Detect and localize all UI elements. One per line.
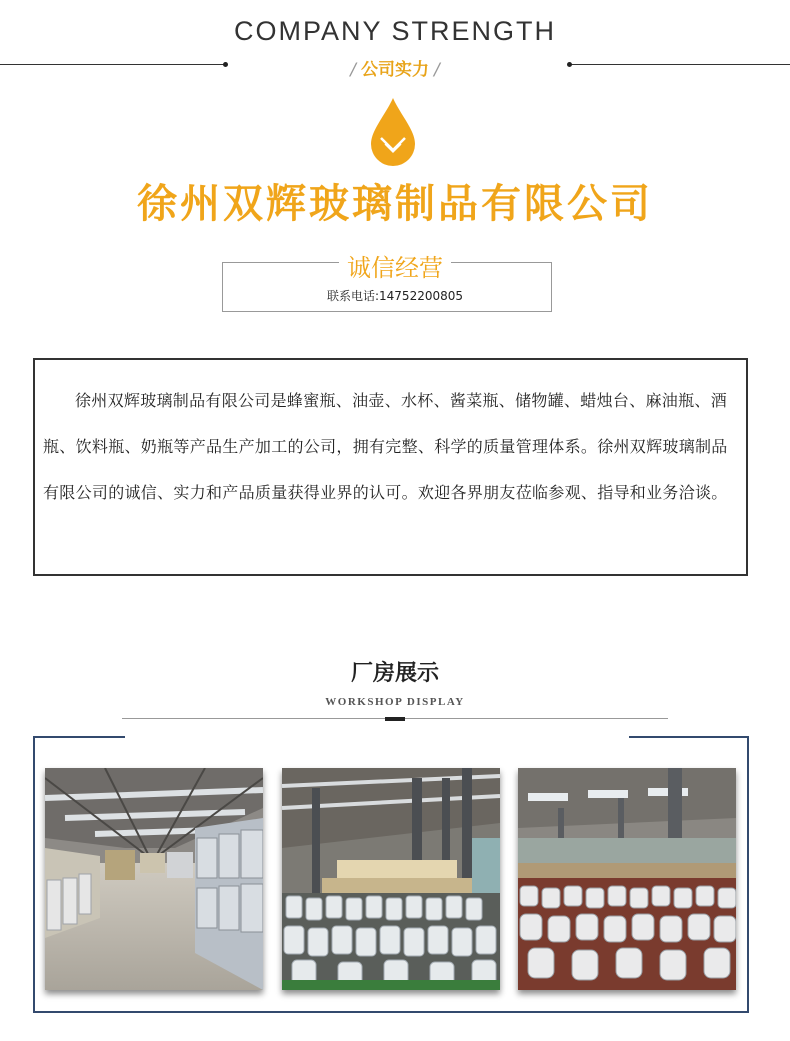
contact-phone: 联系电话:14752200805 (326, 289, 464, 303)
workshop-title: 厂房展示 (350, 660, 439, 686)
production-line-photo (282, 768, 500, 990)
company-name: 徐州双辉玻璃制品有限公司 (137, 181, 653, 227)
workshop-subtitle: WORKSHOP DISPLAY (325, 696, 465, 708)
intro-text: 徐州双辉玻璃制品有限公司是蜂蜜瓶、油壶、水杯、酱菜瓶、储物罐、蜡烛台、麻油瓶、酒瓶、饮料瓶、奶瓶等产品生产加工的公司，拥有完整、科学的质量管理体系。徐州双辉玻璃制品有限公司的诚信、实力和产品质量获得业界的认可。欢迎各界朋友莅临参观、指导和业务洽谈。 (43, 391, 728, 502)
glass-jars-photo (518, 768, 736, 990)
slash-left: / (350, 60, 356, 80)
slash-right: / (434, 60, 440, 80)
slogan-text: 诚信经营 (339, 254, 451, 282)
frame-top-right (629, 736, 749, 738)
section-title: COMPANY STRENGTH (233, 16, 557, 46)
section-subtitle-text: 公司实力 (361, 60, 429, 80)
workshop-divider-marker (385, 717, 405, 721)
intro-box (33, 358, 748, 576)
warehouse-photo (45, 768, 263, 990)
frame-top-left (33, 736, 125, 738)
water-drop-icon (368, 96, 418, 168)
slogan (0, 248, 790, 283)
section-subtitle (0, 55, 790, 80)
